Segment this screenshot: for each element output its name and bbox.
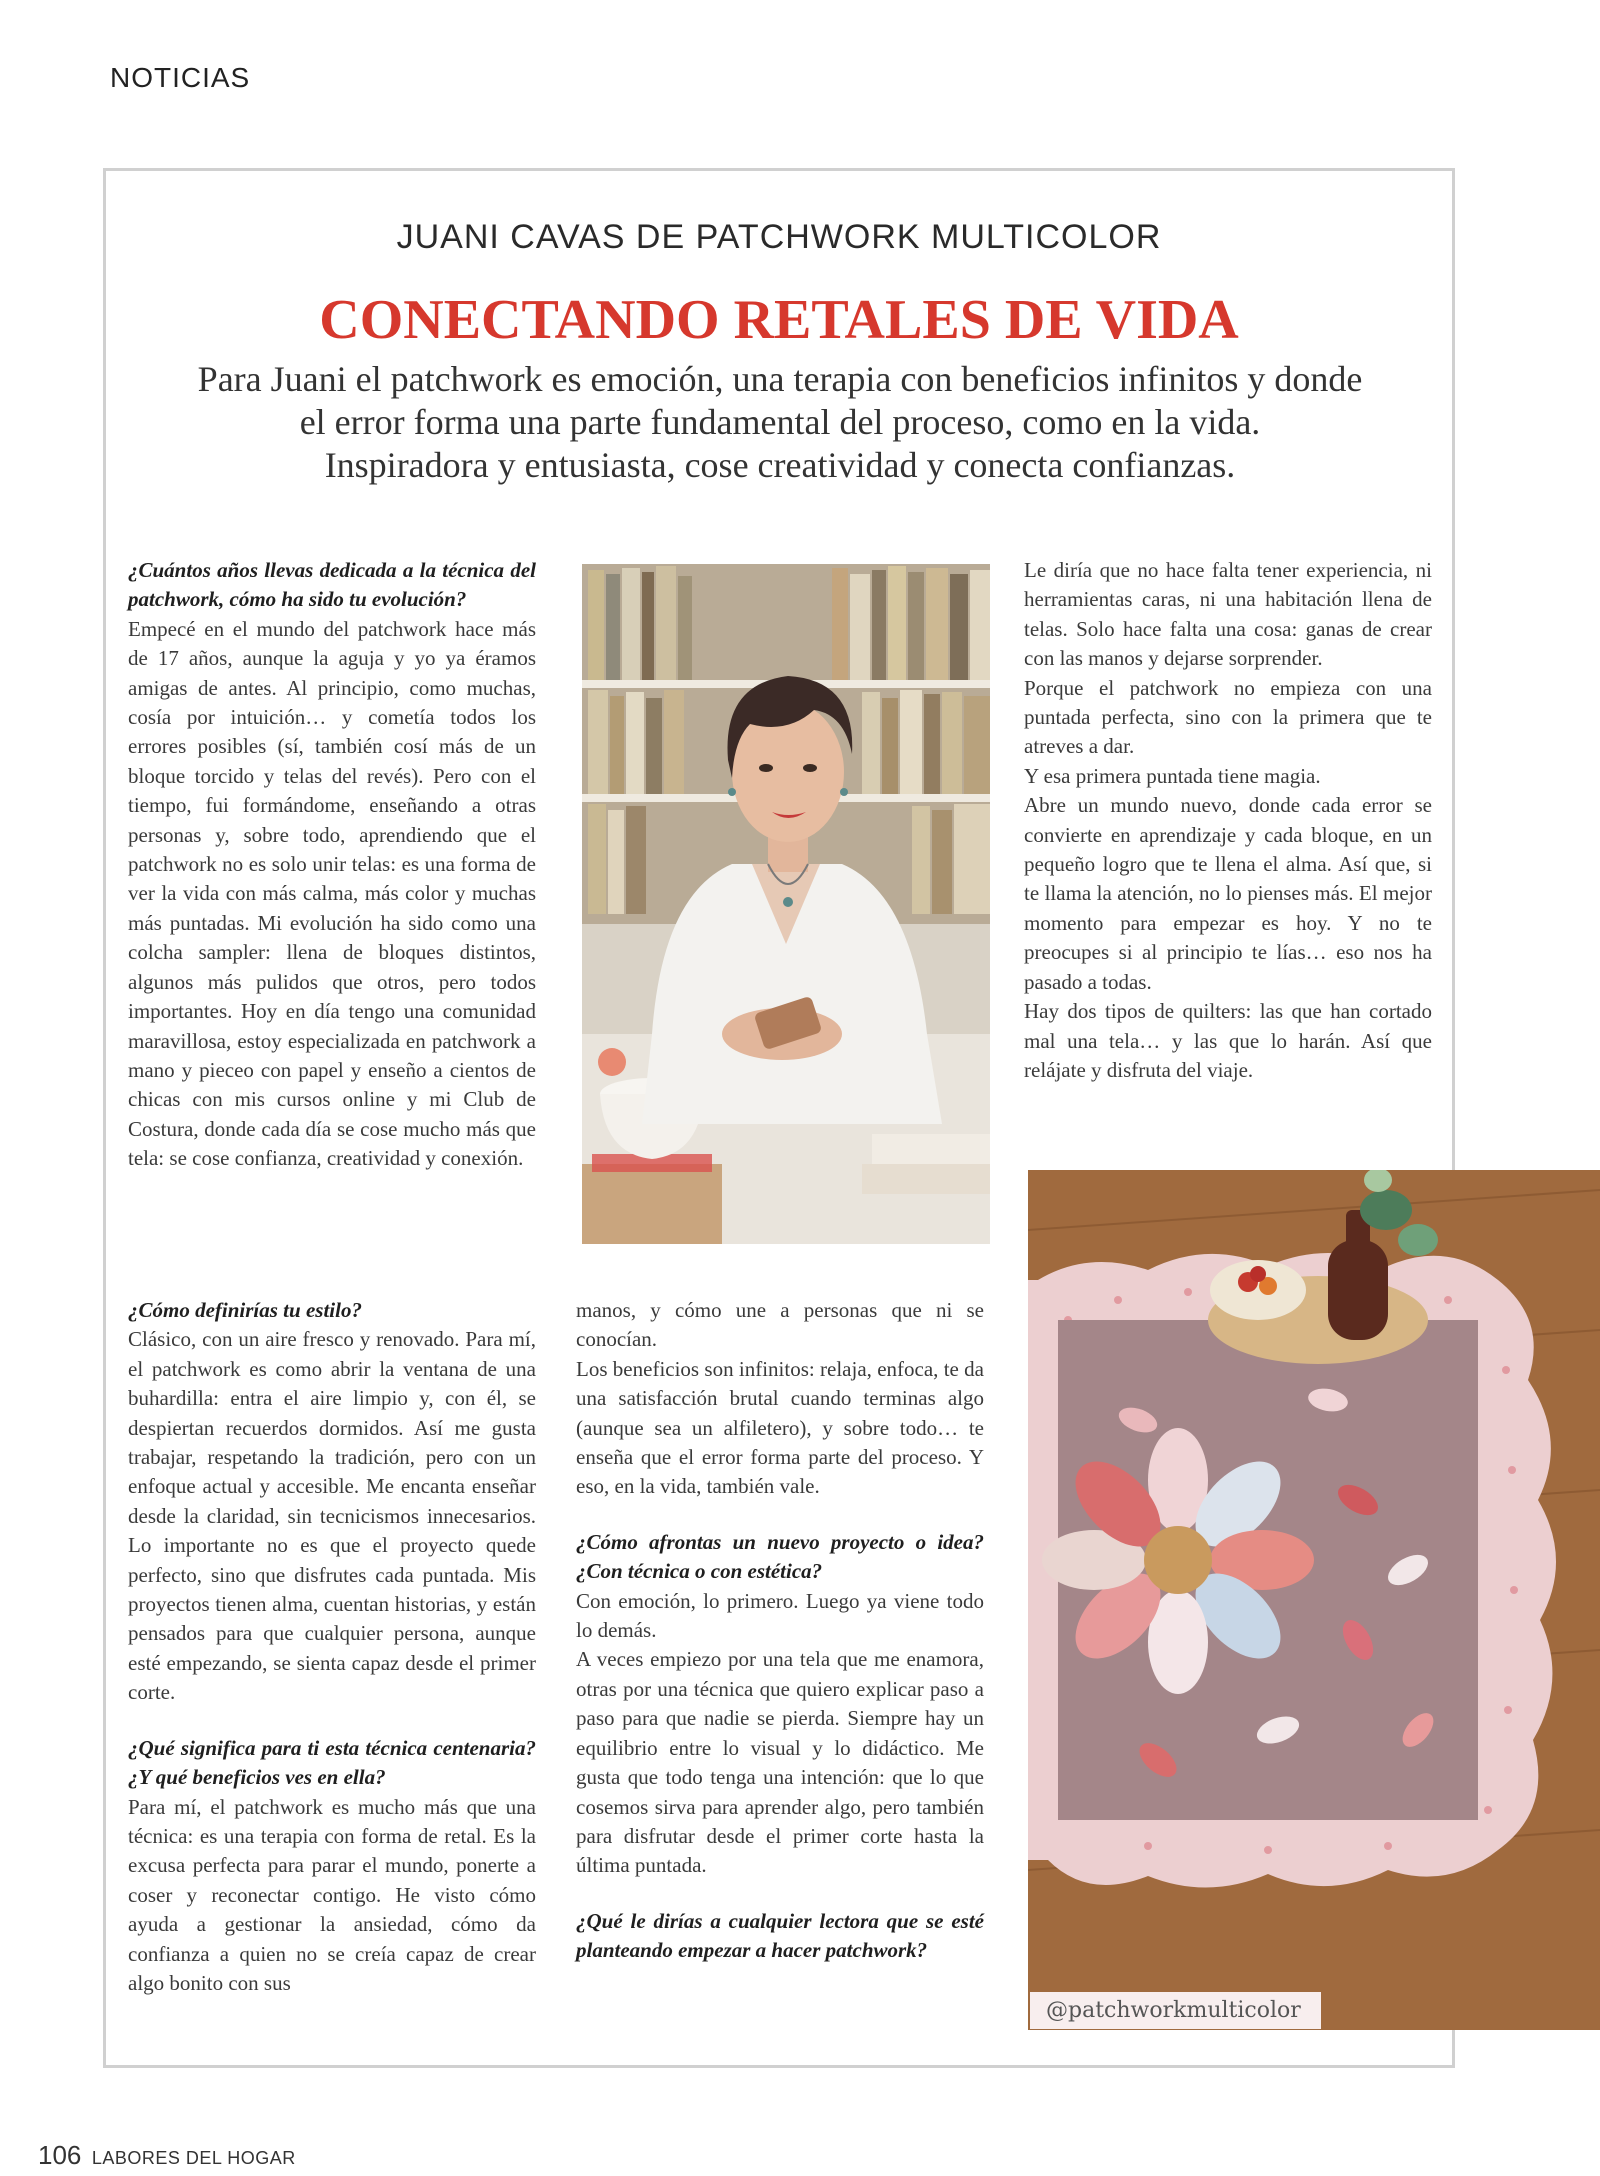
question-2: ¿Cómo definirías tu estilo? (128, 1298, 362, 1322)
answer-5-b: Porque el patchwork no empieza con una puntada perfecta, sino con la primera que te atreves a dar. (1024, 675, 1432, 759)
page-number: 106 (38, 2140, 82, 2170)
magazine-name: LABORES DEL HOGAR (91, 2148, 296, 2168)
answer-1: Empecé en el mundo del patchwork hace más de 17 años, aunque la aguja y yo ya éramos amigas de antes. Al principio, como muchas, cosía por intuición… y cometía todos los errores posibles (sí, también cosí más de un bloque torcido y telas del revés). Pero con el tiempo, fui formándome, enseñando a otras personas y, sobre todo, aprendiendo que el patchwork no es solo unir telas: es una forma de ver la vida con más calma, más color y muchas más puntadas. Mi evolución ha sido como una colcha sampler: llena de bloques distintos, algunos más pulidos que otros, pero todos importantes. Hoy en día tengo una comunidad maravillosa, estoy especializada en patchwork a mano y pieceo con papel y enseño a cientos de chicas con mis cursos online y mi Club de Costura, donde cada día se cose mucho más que tela: se cose confianza, creatividad y conexión. (128, 616, 536, 1171)
answer-5-a: Le diría que no hace falta tener experiencia, ni herramientas caras, ni una habitación llena de telas. Solo hace falta una cosa: ganas de crear con las manos y dejarse sorprender. (1024, 558, 1432, 671)
answer-2: Clásico, con un aire fresco y renovado. Para mí, el patchwork es como abrir la ventana de una buhardilla: entra el aire limpio y, con él, se despiertan recuerdos dormidos. Así me gusta trabajar, respetando la tradición, pero con un enfoque actual y accesible. Me encanta enseñar desde la claridad, sin tecnicismos innecesarios. Lo importante no es que el proyecto quede perfecto, sino que disfrutes cada puntada. Mis proyectos tienen alma, cuentan historias, y están pensados para que cualquier persona, aunque esté empezando, se sienta capaz desde el primer corte. (128, 1327, 536, 1705)
answer-4-b: A veces empiezo por una tela que me enamora, otras por una técnica que quiero explicar paso a paso para que nadie se pierda. Siempre hay un equilibrio entre lo visual y lo didáctico. Me gusta que todo tenga una intención: que lo que cosemos sirva para aprender algo, pero también para disfrutar desde el primer corte hasta la última puntada. (576, 1647, 984, 1878)
question-4: ¿Cómo afrontas un nuevo proyecto o idea? ¿Con técnica o con estética? (576, 1529, 984, 1584)
answer-4-a: Con emoción, lo primero. Luego ya viene todo lo demás. (576, 1588, 984, 1643)
answer-5-e: Hay dos tipos de quilters: las que han cortado mal una tela… y las que lo harán. Así que relájate y disfruta del viaje. (1024, 999, 1432, 1082)
column-1-bottom (128, 1296, 536, 1998)
article-title: CONECTANDO RETALES DE VIDA (319, 289, 1239, 351)
lede-line: Para Juani el patchwork es emoción, una terapia con beneficios infinitos y donde (197, 359, 1363, 399)
section-label: NOTICIAS (110, 62, 251, 93)
quilt-photo (1028, 1170, 1600, 2030)
question-1: ¿Cuántos años llevas dedicada a la técnica del patchwork, cómo ha sido tu evolución? (128, 558, 536, 612)
page-footer (38, 2140, 296, 2171)
column-3-top (1024, 556, 1432, 1085)
lede-line: el error forma una parte fundamental del proceso, como en la vida. (299, 402, 1261, 442)
lede-line: Inspiradora y entusiasta, cose creatividad y conecta confianzas. (324, 445, 1236, 485)
portrait-photo (582, 564, 990, 1244)
photo-credit: @patchworkmulticolor (1030, 1992, 1321, 2029)
answer-3: Para mí, el patchwork es mucho más que una técnica: es una terapia con forma de retal. Es la excusa perfecta para parar el mundo, ponerte a coser y reconectar contigo. He visto cómo ayuda a gestionar la ansiedad, cómo da confianza a quien no se creía capaz de crear algo bonito con sus (128, 1794, 536, 1995)
column-2-bottom (576, 1296, 984, 1966)
column-1-top (128, 556, 536, 1174)
article-lede (140, 358, 1420, 487)
answer-3-benefits: Los beneficios son infinitos: relaja, enfoca, te da una satisfacción brutal cuando terminas algo (aunque sea un alfiletero), y sobre todo… te enseña que el error forma parte del proceso. Y eso, en la vida, también vale. (576, 1356, 984, 1499)
question-5: ¿Qué le dirías a cualquier lectora que se esté planteando empezar a hacer patchwork? (576, 1908, 984, 1963)
answer-5-c: Y esa primera puntada tiene magia. (1024, 763, 1321, 788)
answer-5-d: Abre un mundo nuevo, donde cada error se convierte en aprendizaje y cada bloque, en un pequeño logro que te llena el alma. Así que, si te llama la atención, no lo pienses más. El mejor momento para empezar es hoy. Y no te preocupes si al principio te lías… eso nos ha pasado a todas. (1024, 793, 1432, 994)
answer-3-continued: manos, y cómo une a personas que ni se conocían. (576, 1298, 984, 1352)
question-3: ¿Qué significa para ti esta técnica centenaria? ¿Y qué beneficios ves en ella? (128, 1735, 536, 1790)
article-kicker: JUANI CAVAS DE PATCHWORK MULTICOLOR (396, 218, 1162, 256)
